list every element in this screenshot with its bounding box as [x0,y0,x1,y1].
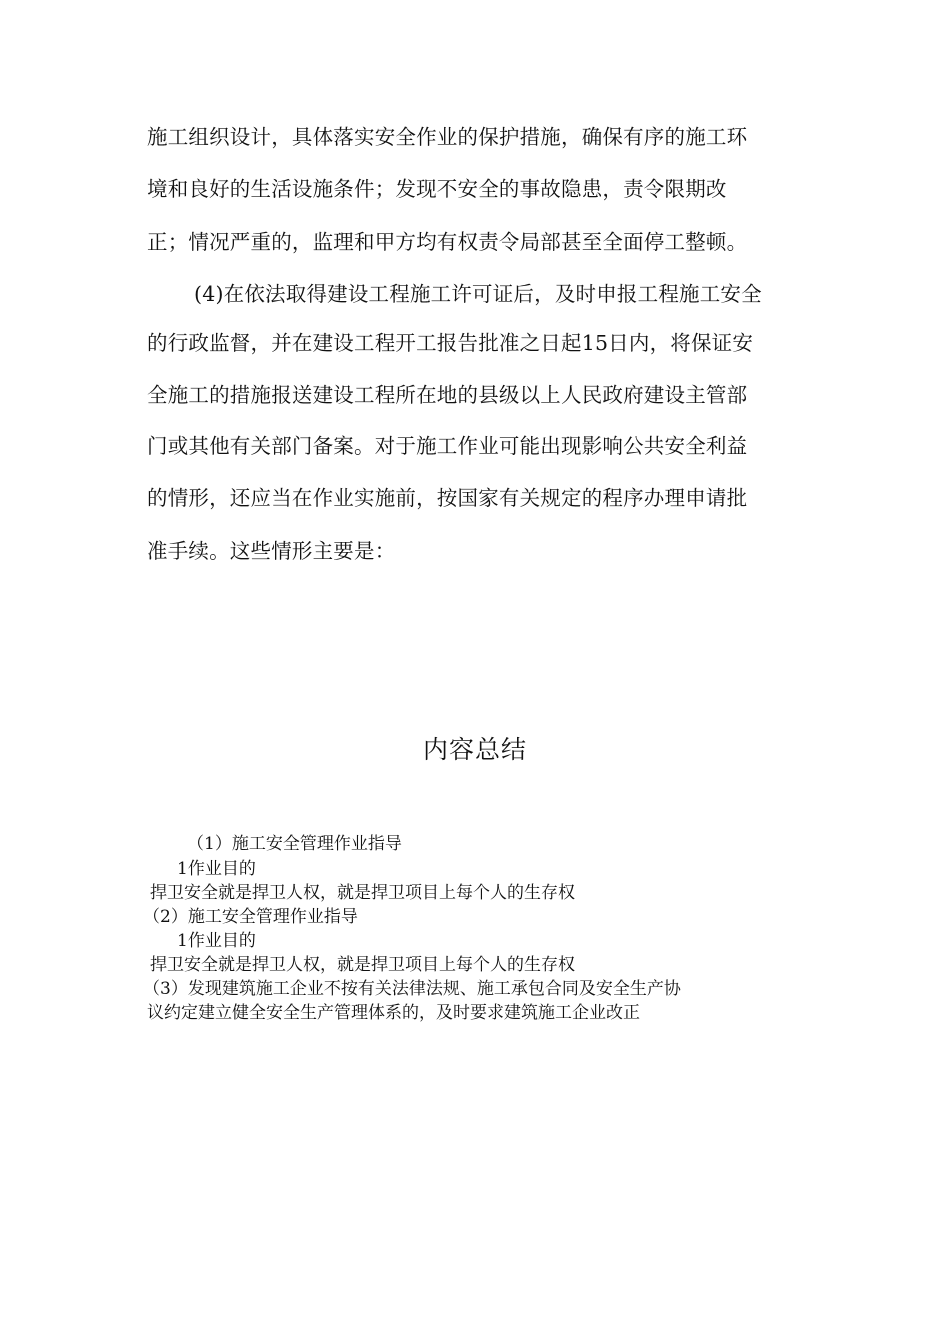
summary-line-6: 捍卫安全就是捍卫人权，就是捍卫项目上每个人的生存权 [150,955,575,975]
paragraph-2-line-1: (4)在依法取得建设工程施工许可证后，及时申报工程施工安全 [194,282,762,306]
summary-line-4: （2）施工安全管理作业指导 [143,907,358,927]
paragraph-1-line-2: 境和良好的生活设施条件；发现不安全的事故隐患，责令限期改 [147,177,727,201]
paragraph-1-line-1: 施工组织设计，具体落实安全作业的保护措施，确保有序的施工环 [147,125,748,149]
summary-line-5: 1作业目的 [177,931,256,951]
paragraph-2-line-4: 门或其他有关部门备案。对于施工作业可能出现影响公共安全利益 [147,434,748,458]
summary-title: 内容总结 [422,735,527,764]
paragraph-2-line-3: 全施工的措施报送建设工程所在地的县级以上人民政府建设主管部 [147,383,748,407]
summary-line-1: （1）施工安全管理作业指导 [187,834,402,854]
summary-line-7: （3）发现建筑施工企业不按有关法律法规、施工承包合同及安全生产协 [143,979,681,999]
paragraph-1-line-3: 正；情况严重的，监理和甲方均有权责令局部甚至全面停工整顿。 [147,230,748,254]
summary-line-2: 1作业目的 [177,859,256,879]
paragraph-2-line-2: 的行政监督，并在建设工程开工报告批准之日起15日内，将保证安 [147,331,754,355]
paragraph-2-line-5: 的情形，还应当在作业实施前，按国家有关规定的程序办理申请批 [147,486,748,510]
summary-line-3: 捍卫安全就是捍卫人权，就是捍卫项目上每个人的生存权 [150,883,575,903]
paragraph-2-line-6: 准手续。这些情形主要是： [147,539,396,563]
summary-line-8: 议约定建立健全安全生产管理体系的，及时要求建筑施工企业改正 [147,1003,640,1023]
